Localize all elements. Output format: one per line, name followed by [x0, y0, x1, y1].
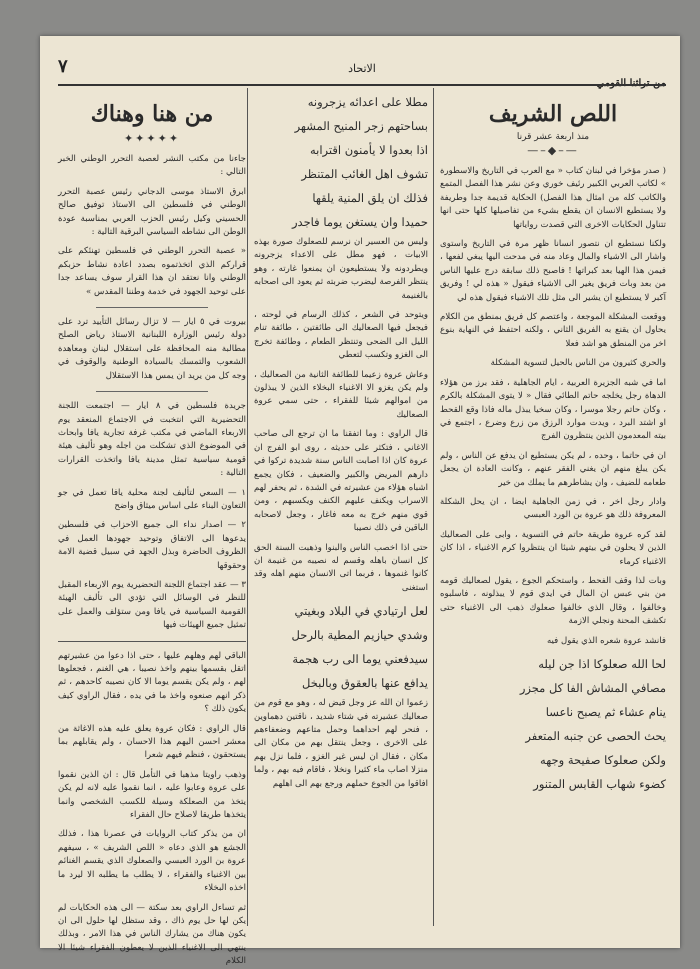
paragraph: ان من يذكر كتاب الروايات في عصرنا هذا ، فذلك الجشع هو الذي دعاه « اللص الشريف » ، سيفهم عروة بن الورد العبسي والصعلوك الذي يقسم الغنائم بين الاغنياء والفقراء ، لا يطلب ما يطلبه الا ليرد ما اخذه البخلاء — [58, 829, 246, 894]
paragraph: ان في حاتما ، وحده ، لم يكن يستطيع ان يدفع عن الناس ، ولم يكن يبلغ منهم ان يغني الفقر عنهم ، وكانت العادة ان يجعل طعامه للضيف ، وان يشاطرهم ما يملك من خير — [440, 450, 666, 488]
paragraph: وعاش عروة زعيما للطائفة الثانية من الصعاليك ، ولم يكن يغزو الا الاغنياء البخلاء الذين لا يبذلون من اموالهم شيئا للفقراء ، حتى سمي عروة الصعاليك — [254, 369, 428, 420]
news-item: بيروت في ٥ ايار — لا تزال رسائل التأييد ترد على دولة رئيس الوزارة اللبنانية الاستاذ رياض الصلح مطالبة منه المحافظة على استقلال لبنان ومعاهدة الشعوب والتمسك بالسيادة الوطنية والوقوف في وجه كل من يريد ان يمس هذا الاستقلال — [58, 317, 247, 381]
verse-line: ولكن صعلوكا صفيحة وجهه — [540, 753, 666, 767]
article-column-right — [440, 92, 666, 924]
paragraph: وذهب راويتا مذهبا في التأمل قال : ان الذين نقموا على عروة وعابوا عليه ، انما نقموا عليه لانه لم يكن يتخذ من الصعلكة وسيلة للكسب الشخصي وانما يتخذها طريقا لاصلاح حال الفقراء — [58, 769, 246, 821]
verse-line: حميدا وان يستغن يوما فاجدر — [291, 215, 428, 229]
verse-line: ينام عشاء ثم يصبح ناعسا — [545, 705, 666, 719]
article-subtitle: منذ اربعة عشر قرنا — [516, 132, 590, 142]
page-header — [58, 56, 666, 89]
paragraph: زعموا ان الله عز وجل قيض له ، وهو مع قوم من صعاليك عشيرته في شتاء شديد ، ناقتين دهماوين ، فنحر لهم احداهما وحمل متاعهم وضعفاءهم على الاخرى ، وجعل ينتقل بهم من مكان الى مكان ، فقال ان ليس غير الغزو ، فلما نزل بهم منزلا اصاب ماء كثيرا ونخلا ، فاقام فيه بهم ، ولما افاقوا من الجوع حملهم ورجع بهم الى اهلهم — [254, 698, 428, 789]
news-item: جاءنا من مكتب النشر لعصبة التحرر الوطني الخبر التالي : — [58, 154, 246, 178]
ornament: —–◆–— — [527, 144, 579, 157]
separator — [96, 307, 209, 308]
page-number: ٧ — [58, 56, 68, 77]
news-item: جريدة فلسطين في ٨ ايار — اجتمعت اللجنة التحضيرية التي انتخبت في الاجتماع المنعقد يوم الاربعاء الماضي في مكتب غرفة تجارية يافا وابحاث في الموضوع الذي تشكلت من اجله وهو تأليف هيئة قومية سياسية تمثل مدينة يافا واتخذت القرارات التالية : — [58, 401, 246, 479]
verse-line: كضوء شهاب القابس المتنور — [533, 777, 666, 791]
newspaper-page — [40, 36, 680, 967]
separator — [58, 641, 246, 642]
section-label: من تراثنا القومي — [596, 78, 666, 89]
paragraph: قال الراوي : وما اتفقنا ما ان ترجع الى صاحب الاغاني ، فتكثر على حديثه ، روى ابو الفرج ان عروة كان اذا اصابت الناس سنة شديدة تركوا في دارهم المريض والكبير والضعيف ، فكان يجمع اشباه هؤلاء من عشيرته في الشدة ، ثم يحفر لهم الاسراب ويكنف عليهم الكنف ويكسبهم ، ومن قوي منهم خرج به معه فاغار ، وجعل لاصحابه الباقين في ذلك نصيبا — [254, 429, 428, 534]
article-column-middle — [254, 92, 428, 924]
paragraph: والحري كثيرون من الناس بالحيل لتسوية المشكلة — [490, 358, 666, 369]
verse-line: يدافع عنها بالعقوق وبالبخل — [302, 676, 428, 691]
paragraph: ولكنا نستطيع ان نتصور انسانا ظهر مرة في التاريخ واستوى واشار الى الاشياء والمال وعاد منه في مدحت اليها يبغي لفعها ، فيمن هذا الهيا بعد كبراتها ! فاصبح ذلك سابقة درج عليها الناس من بعد وبات فريق يغير الى الاشياء فيقول « هذه لي ! وفريق آكبر لا يستطيع ان يشير الى مثل تلك الاشياء فيقول هذه لي — [440, 239, 666, 303]
news-column-left — [58, 92, 247, 967]
verse-line: مصافي المشاش الفا كل مجزر — [519, 681, 666, 695]
paragraph: حتى اذا اخصب الناس والبنوا وذهبت السنة الحق كل انسان باهله وقسم له نصيبه من غنيمة ان كانوا غنموها ، فربما اتى الانسان منهم اهله وقد استغنى — [254, 542, 428, 593]
verse-line: تشوف اهل الغائب المتنظر — [301, 167, 428, 181]
separator — [96, 391, 209, 392]
news-item: ابرق الاستاذ موسى الدجاني رئيس عصبة التحرر الوطني في فلسطين الى الاستاذ توفيق صالح الحسيني وكيل رئيس الحزب العربي بمناسبة عودة الوطن الى نشاطه السياسي البرقية التالية : — [58, 186, 246, 238]
news-item: « عصبة التحرر الوطني في فلسطين تهنئكم على قراركم الذي اتخذتموه بصدد اعادة نشاط حزبكم الوطني وانا نعتقد ان هذا القرار سوف يساعد جدا على توحيد الجهود في خدمة وطننا المقدس » — [58, 246, 246, 297]
paragraph: ( صدر مؤخرا في لبنان كتاب « مع العرب في التاريخ والاسطورة » لكاتب العربي الكبير رئيف خوري وعن نشر هذا الفصل المتمع والكاتب كله من امثال هذا الفصل) الحكاية قديمة جدا وطريفة ولا يستطيع الانسان ان يقطع بشيء من تفاصيلها كلها حتى انها تتناول الحكايات الاخرى التي قصدت رواياتها — [440, 166, 666, 230]
verse-line: فذلك ان يلق المنية يلقها — [312, 191, 428, 205]
paragraph: قال الراوي : فكان عروة يعلق عليه هذه الاغاثة من معشر احسن اليهم هذا الاحسان ، ولم يقابلهم بما يستحقون ، فنظم فيهم شعرا — [58, 723, 246, 761]
column-title: من هنا وهناك — [90, 101, 214, 127]
paragraph: وليس من العسير ان نرسم للصعلوك صورة بهذه الابيات ، فهو مطل على الاعداء يزجرونه ويطردونه ولا يستطيعون ان يمنعوا غارته ، وهو ينتظر الفرصة ليضرب ضربته ثم يعود الى اصحابه بالغنيمة — [254, 237, 428, 301]
paragraph: لقد كره عروة طريقة حاتم في التسوية ، وابى على الصعاليك الذين لا يحلون في بيتهم شيئا ان ينتظروا كرم الاغنياء ، اذا كان الاغنياء كرماء — [440, 529, 666, 567]
column-divider — [433, 88, 434, 926]
paragraph: وادار رجل اخر ، في زمن الجاهلية ايضا ، ان يحل الشكلة المعروفة ذلك هو عروة بن الورد العبسي — [440, 496, 666, 521]
news-item: ٣ — عقد اجتماع اللجنة التحضيرية يوم الاربعاء المقبل للنظر في الوسائل التي تؤدي الى تأليف الهيئة القومية السياسية في يافا ومن ستؤلف والعمل على تمثيل جميع الهيئات فيها — [58, 579, 246, 631]
verse-line: لعل ارتيادي في البلاد وبغيتي — [294, 604, 428, 619]
article-title: اللص الشريف — [488, 101, 618, 127]
ornament: ✦✦✦✦✦ — [123, 132, 181, 145]
verse-line: بساحتهم زجر المنيح المشهر — [294, 119, 428, 133]
paragraph: ويتوحد في الشعر ، كذلك الرسام في لوحته ، فيجعل فيها الصعاليك الى طائفتين ، طائفة تنام الليل الى الضحى وتنتظر الطعام ، وطائفة تخرج الى الغزو وتكسب لتعطي — [254, 310, 428, 361]
header-rule — [58, 84, 666, 86]
paragraph: اما في شبه الجزيرة العربية ، ايام الجاهلية ، فقد برز من هؤلاء الدهاة رجل يخلجه حاتم الطائي فقال « لا يتوى المشكلة بالكرم ، وكان حاتم رجلا موسرا ، وكان سخيا يبذل ماله فاذا وقع القحط او اشتد البرد ، ويدت موارد الرزق من زرع وضرع ، اجتمع في بيته المعدمون الذين ينتظرون الفرج — [440, 377, 666, 442]
verse-line: مطلا على اعدائه يزجرونه — [307, 95, 428, 109]
masthead: الاتحاد — [348, 62, 376, 75]
verse-line: يحث الحصى عن جنبه المتعفر — [525, 729, 666, 743]
paragraph: الباقي لهم وهلهم عليها ، حتى اذا دعوا من عشيرتهم اتقل بقسمها بينهم واخذ نصيبا ، هي الغنم ، فجعلوها لهم ، ولم يكن يقسم يوما الا كان نصيبه كاحدهم ، ثم ذكر انهم صنعوه واخذ ما في يده ، فقال الراوي كيف يكون ذلك ؟ — [58, 650, 246, 715]
verse-line: وشدي حيازيم المطية بالرحل — [291, 628, 428, 643]
news-item: ٢ — اصدار نداء الى جميع الاحزاب في فلسطين يدعوها الى الاتفاق وتوحيد جهودها العمل في الظروف الحاضرة وبذل الجهد في سبيل قضية الامة وحقوقها — [58, 520, 246, 571]
paragraph: فانشد عروة شعره الذي يقول فيه — [546, 635, 666, 646]
verse-line: اذا بعدوا لا يأمنون اقترابه — [309, 143, 428, 157]
paragraph: ووقعت المشكلة الموجعة ، واعتصم كل فريق بمنطق من الكلام يحاول ان يقنع به الفريق الثاني ، ولكنه احتفظ في النهاية بنوع اخر من المنطق هو اشد فعلا — [440, 312, 666, 349]
news-item: ١ — السعي لتأليف لجنة محلية يافا تعمل في جو التعاون البناء على اساس ميثاق واضح — [58, 487, 246, 511]
verse-line: سيدفعني يوما الى رب هجمة — [292, 652, 428, 667]
verse-line: لحا الله صعلوكا اذا جن ليله — [538, 657, 666, 671]
paragraph: ثم تساءل الراوي بعد سكتة — الى هذه الحكايات لم يكن لها حل يوم ذاك ، وقد ستظل لها حلول الى ان يكون هناك من يشارك الناس في هذا الامر ، وبذلك ينتهي الى الاغنياء الذين لا يعطون الفقراء شيئا الا الكلام — [58, 902, 246, 967]
paragraph: وبات لذا وقف الفحط ، واستحكم الجوع ، يقول لصعاليك قومه من بني عبس ان المال في ايدي قوم لا يبذلونه ، فاسلبوه وخالفوا ، وقال الذي خالفوا صعلوك ذهب الى الاغنياء حتى تكشف المحنة ونجلي الازمة — [440, 575, 666, 627]
column-divider — [247, 88, 248, 926]
